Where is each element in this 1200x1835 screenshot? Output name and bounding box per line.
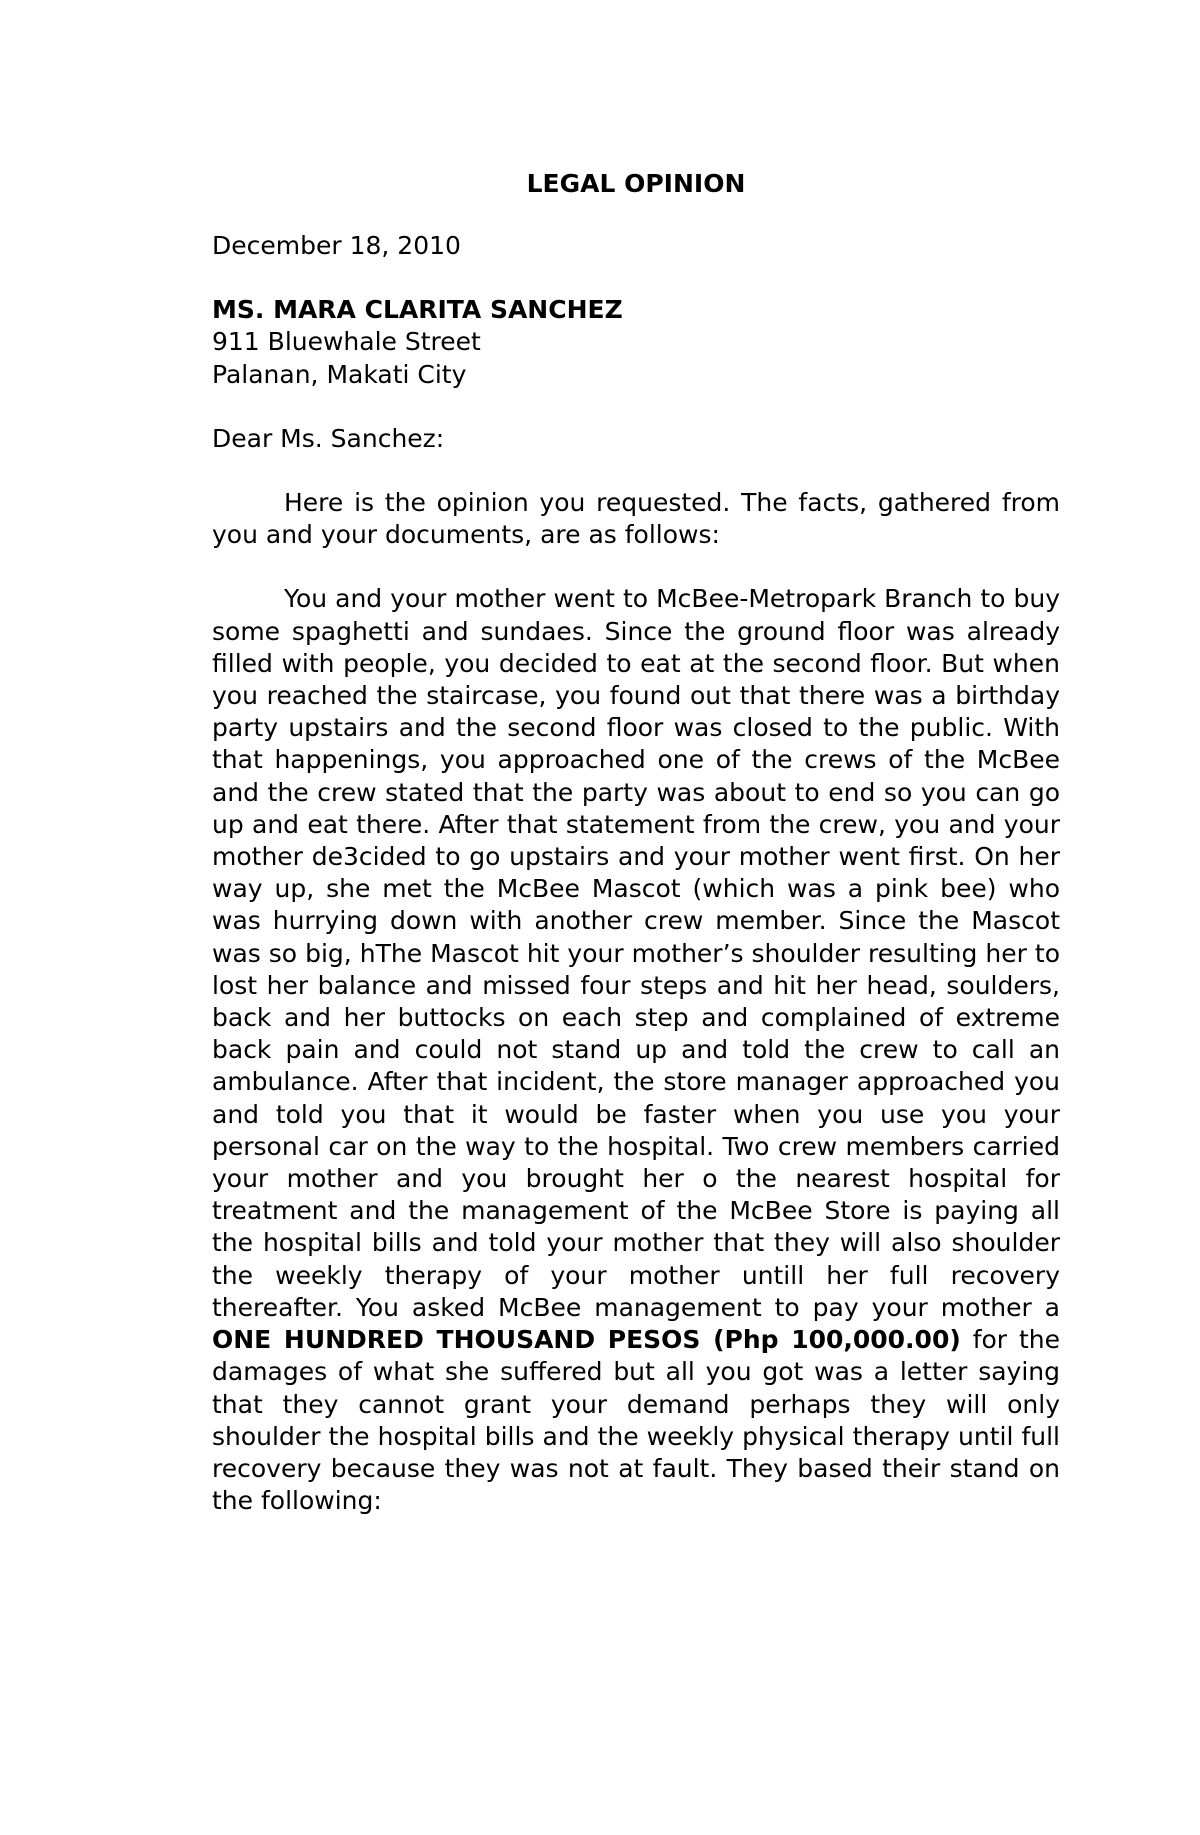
salutation: Dear Ms. Sanchez:	[212, 423, 445, 453]
facts-text-part2: for the damages of what she suffered but all you got was a letter saying that they cannot grant your demand perhaps they will only shoulder the hospital bills and the weekly physical therapy until full recovery because they was not at fault. They based their stand on the following:	[212, 1325, 1060, 1516]
facts-paragraph	[212, 583, 1060, 1517]
letter-date: December 18, 2010	[212, 231, 461, 260]
intro-paragraph: Here is the opinion you requested. The facts, gathered from you and your documents, are as follows:	[212, 488, 1060, 550]
recipient-name: MS. MARA CLARITA SANCHEZ	[212, 295, 623, 325]
recipient-address-block	[212, 294, 1060, 391]
facts-text-part1: You and your mother went to McBee-Metropark Branch to buy some spaghetti and sundaes. Since the ground floor was already filled with people, you decided to eat at the second floor. But when you reached the staircase, you found out that there was a birthday party upstairs and the second floor was closed to the public. With that happenings, you approached one of the crews of the McBee and the crew stated that the party was about to end so you can go up and eat there. After that statement from the crew, you and your mother de3cided to go upstairs and your mother went first. On her way up, she met the McBee Mascot (which was a pink bee) who was hurrying down with another crew member. Since the Mascot was so big, hThe Mascot hit your mother’s shoulder resulting her to lost her balance and missed four steps and hit her head, soulders, back and her buttocks on each step and complained of extreme back pain and could not stand up and told the crew to call an ambulance. After that incident, the store manager approached you and told you that it would be faster when you use you your personal car on the way to the hospital. Two crew members carried your mother and you brought her o the nearest hospital for treatment and the management of the McBee Store is paying all the hospital bills and told your mother that they will also shoulder the weekly therapy of your mother untill her full recovery thereafter. You asked McBee management to pay your mother a	[212, 584, 1060, 1322]
damages-amount: ONE HUNDRED THOUSAND PESOS (Php 100,000.00)	[212, 1325, 961, 1355]
document-title: LEGAL OPINION	[526, 169, 746, 198]
document-page	[212, 168, 1060, 1549]
recipient-street: 911 Bluewhale Street	[212, 327, 481, 357]
recipient-city: Palanan, Makati City	[212, 359, 467, 389]
